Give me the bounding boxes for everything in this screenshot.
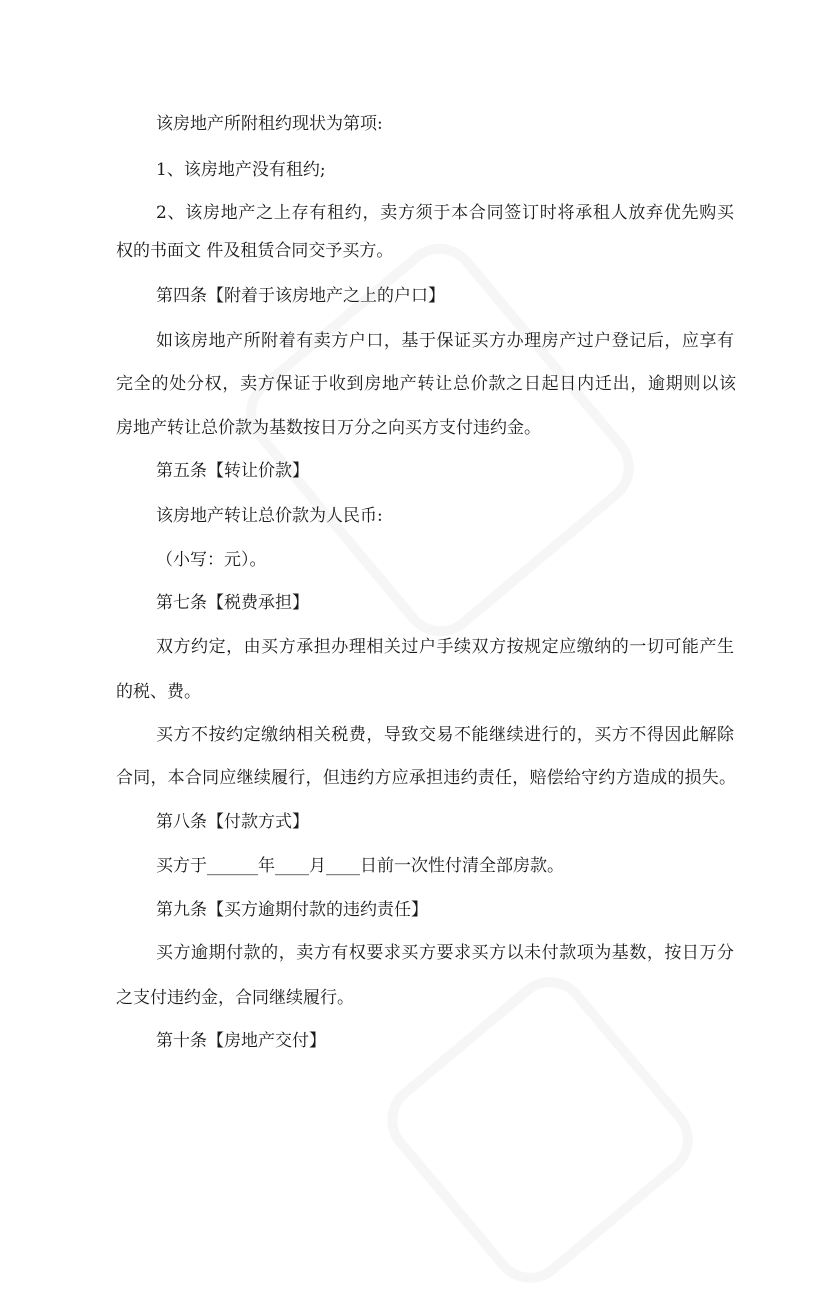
section-heading: 第八条【付款方式】 [156,812,309,832]
paragraph-line: 权的书面文 件及租赁合同交予买方。 [116,241,394,261]
paragraph-line: 2、该房地产之上存有租约，卖方须于本合同签订时将承租人放弃优先购买 [156,203,734,223]
paragraph-line: 买方不按约定缴纳相关税费，导致交易不能继续进行的，买方不得因此解除 [156,725,734,745]
watermark-shape-lower [371,961,709,1299]
paragraph-line: 的税、费。 [116,682,201,702]
section-heading: 第九条【买方逾期付款的违约责任】 [156,900,428,920]
section-heading: 第四条【附着于该房地产之上的户口】 [156,286,445,306]
paragraph-line: 该房地产转让总价款为人民币: [156,506,383,526]
paragraph-line: 买方逾期付款的，卖方有权要求买方要求买方以未付款项为基数，按日万分 [156,943,734,963]
paragraph-line: 房地产转让总价款为基数按日万分之向买方支付违约金。 [116,418,541,438]
section-heading: 第十条【房地产交付】 [156,1031,326,1051]
paragraph-line: 完全的处分权，卖方保证于收到房地产转让总价款之日起日内迁出，逾期则以该 [116,374,736,394]
paragraph-line: 之支付违约金，合同继续履行。 [116,988,354,1008]
paragraph-line: 买方于______年____月____日前一次性付清全部房款。 [156,856,564,876]
paragraph-line: （小写：元）。 [156,550,267,570]
paragraph-line: 双方约定，由买方承担办理相关过户手续双方按规定应缴纳的一切可能产生 [156,637,734,657]
paragraph-line: 如该房地产所附着有卖方户口，基于保证买方办理房产过户登记后，应享有 [156,331,734,351]
paragraph-line: 1、该房地产没有租约; [156,160,326,180]
section-heading: 第七条【税费承担】 [156,593,309,613]
paragraph-line: 合同，本合同应继续履行，但违约方应承担违约责任，赔偿给守约方造成的损失。 [116,768,736,788]
section-heading: 第五条【转让价款】 [156,461,309,481]
paragraph-line: 该房地产所附租约现状为第项: [156,114,383,134]
